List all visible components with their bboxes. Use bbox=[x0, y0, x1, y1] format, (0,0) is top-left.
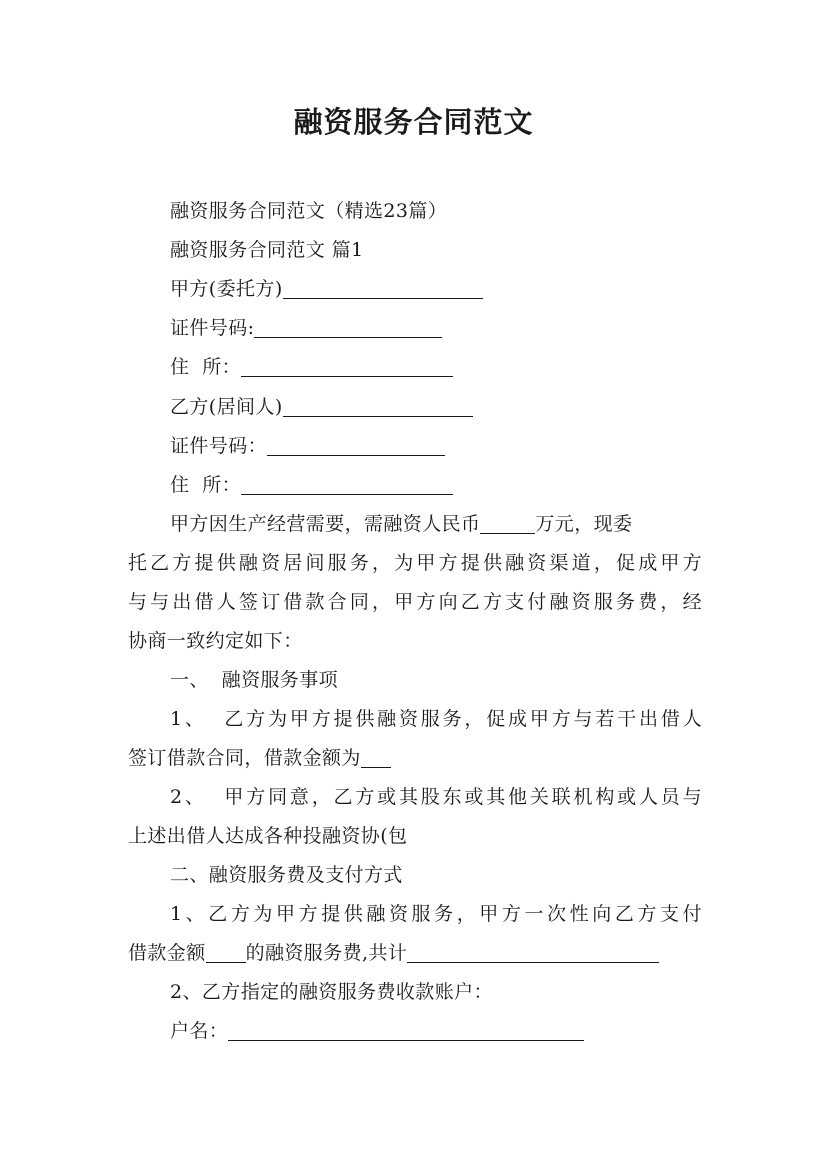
paragraph-line: 与与出借人签订借款合同，甲方向乙方支付融资服务费，经 bbox=[128, 591, 702, 613]
paragraph-line bbox=[170, 505, 702, 544]
section-heading: 二、融资服务费及支付方式 bbox=[170, 864, 403, 886]
party-a-id-label: 证件号码: bbox=[170, 317, 255, 339]
party-b-address-blank bbox=[241, 472, 453, 495]
party-a-address-blank bbox=[241, 354, 453, 377]
section-heading: 融资服务合同范文 篇1 bbox=[170, 239, 364, 261]
paragraph-text: 甲方因生产经营需要，需融资人民币 bbox=[170, 513, 481, 535]
account-name-label: 户名： bbox=[170, 1020, 229, 1042]
paragraph-line: 1、 乙方为甲方提供融资服务，促成甲方与若干出借人 bbox=[170, 708, 702, 730]
paragraph-line: 上述出借人达成各种投融资协(包 bbox=[128, 825, 408, 847]
section-heading: 一、 融资服务事项 bbox=[170, 669, 339, 691]
party-b-address-label: 住 所： bbox=[170, 474, 242, 496]
paragraph-text: 的融资服务费,共计 bbox=[245, 942, 408, 964]
account-name-blank bbox=[228, 1018, 584, 1041]
loan-amount-blank bbox=[361, 745, 391, 768]
party-a-address-label: 住 所： bbox=[170, 356, 242, 378]
paragraph-line: 2、乙方指定的融资服务费收款账户： bbox=[170, 981, 493, 1003]
paragraph-text: 万元，现委 bbox=[535, 513, 633, 535]
paragraph-line: 协商一致约定如下： bbox=[128, 630, 303, 652]
party-a-address-line bbox=[170, 348, 702, 387]
paragraph-line: 2、 甲方同意，乙方或其股东或其他关联机构或人员与 bbox=[170, 786, 702, 808]
party-b-blank bbox=[283, 394, 473, 417]
party-a-id-blank bbox=[254, 315, 442, 338]
paragraph-line: 1、乙方为甲方提供融资服务，甲方一次性向乙方支付 bbox=[170, 903, 702, 925]
paragraph-line bbox=[128, 739, 702, 778]
party-b-address-line bbox=[170, 466, 702, 505]
amount-blank bbox=[480, 511, 535, 534]
document-title: 融资服务合同范文 bbox=[293, 105, 534, 139]
party-a-label: 甲方(委托方) bbox=[170, 278, 283, 300]
total-fee-blank bbox=[407, 940, 659, 963]
party-b-id-blank bbox=[267, 433, 445, 456]
paragraph-line bbox=[128, 934, 702, 973]
party-b-id-label: 证件号码： bbox=[170, 435, 268, 457]
party-a-id-line bbox=[170, 309, 702, 348]
loan-amount-blank bbox=[206, 940, 246, 963]
party-a-line bbox=[170, 270, 702, 309]
party-b-label: 乙方(居间人) bbox=[170, 396, 283, 418]
paragraph-text: 借款金额 bbox=[128, 942, 206, 964]
subtitle-line: 融资服务合同范文（精选23篇） bbox=[170, 200, 448, 222]
party-b-id-line bbox=[170, 427, 702, 466]
party-b-line bbox=[170, 388, 702, 427]
paragraph-line: 托乙方提供融资居间服务，为甲方提供融资渠道，促成甲方 bbox=[128, 552, 702, 574]
paragraph-text: 签订借款合同，借款金额为 bbox=[128, 747, 361, 769]
party-a-blank bbox=[283, 276, 483, 299]
account-name-line bbox=[170, 1012, 702, 1051]
